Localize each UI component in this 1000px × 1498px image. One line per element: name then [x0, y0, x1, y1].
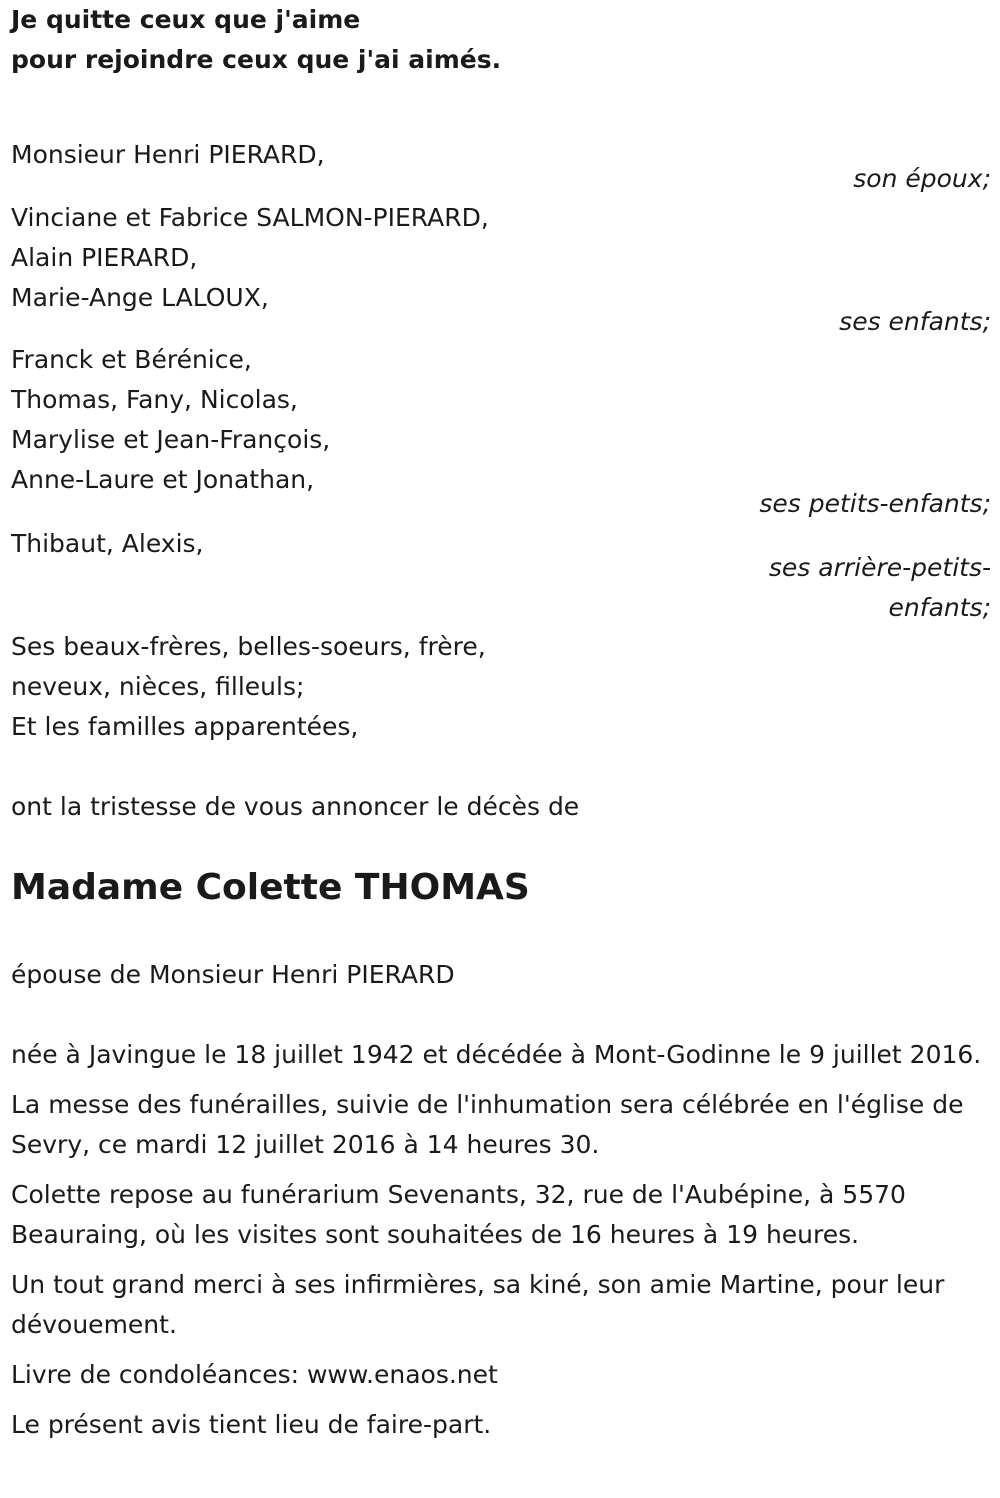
- extended-line: Ses beaux-frères, belles-soeurs, frère,: [11, 632, 486, 661]
- family-name: Thomas, Fany, Nicolas,: [11, 385, 298, 414]
- family-role-line-2: enfants;: [888, 593, 991, 622]
- family-name: Marylise et Jean-François,: [11, 425, 331, 454]
- family-name: Thibaut, Alexis,: [11, 529, 204, 558]
- family-name: Vinciane et Fabrice SALMON-PIERARD,: [11, 203, 489, 232]
- notice: Le présent avis tient lieu de faire-part.: [11, 1410, 492, 1439]
- family-name: Marie-Ange LALOUX,: [11, 283, 269, 312]
- family-group-great-grandchildren: [11, 524, 991, 628]
- family-role: ses petits-enfants;: [759, 489, 991, 518]
- family-name: Franck et Bérénice,: [11, 345, 252, 374]
- family-group-spouse: [11, 135, 991, 199]
- deceased-name: Madame Colette THOMAS: [11, 867, 530, 908]
- family-name: Anne-Laure et Jonathan,: [11, 465, 315, 494]
- family-group-children: [11, 198, 991, 342]
- motto-line-2: pour rejoindre ceux que j'ai aimés.: [11, 45, 502, 74]
- funeral-mass: La messe des funérailles, suivie de l'inhumation sera célébrée en l'église de Sevry, ce mardi 12 juillet 2016 à 14 heures 30.: [11, 1090, 964, 1159]
- announcement: ont la tristesse de vous annoncer le décès de: [11, 792, 580, 821]
- family-role-line-1: ses arrière-petits-: [768, 553, 991, 582]
- family-role: ses enfants;: [839, 307, 991, 336]
- birth-death: née à Javingue le 18 juillet 1942 et décédée à Mont-Godinne le 9 juillet 2016.: [11, 1040, 982, 1069]
- extended-line: neveux, nièces, filleuls;: [11, 672, 305, 701]
- repose-info: Colette repose au funérarium Sevenants, 32, rue de l'Aubépine, à 5570 Beauraing, où les visites sont souhaitées de 16 heures à 19 heures.: [11, 1180, 906, 1249]
- family-group-grandchildren: [11, 340, 991, 524]
- family-role: son époux;: [853, 164, 991, 193]
- extended-line: Et les familles apparentées,: [11, 712, 359, 741]
- details: [11, 1035, 986, 1455]
- family-name: Monsieur Henri PIERARD,: [11, 140, 325, 169]
- motto-line-1: Je quitte ceux que j'aime: [11, 5, 361, 34]
- extended-family: [11, 627, 991, 747]
- family-name: Alain PIERARD,: [11, 243, 198, 272]
- motto: [11, 0, 991, 80]
- condolences: Livre de condoléances: www.enaos.net: [11, 1360, 498, 1389]
- spouse-line: épouse de Monsieur Henri PIERARD: [11, 960, 455, 989]
- thanks: Un tout grand merci à ses infirmières, sa kiné, son amie Martine, pour leur dévouement.: [11, 1270, 945, 1339]
